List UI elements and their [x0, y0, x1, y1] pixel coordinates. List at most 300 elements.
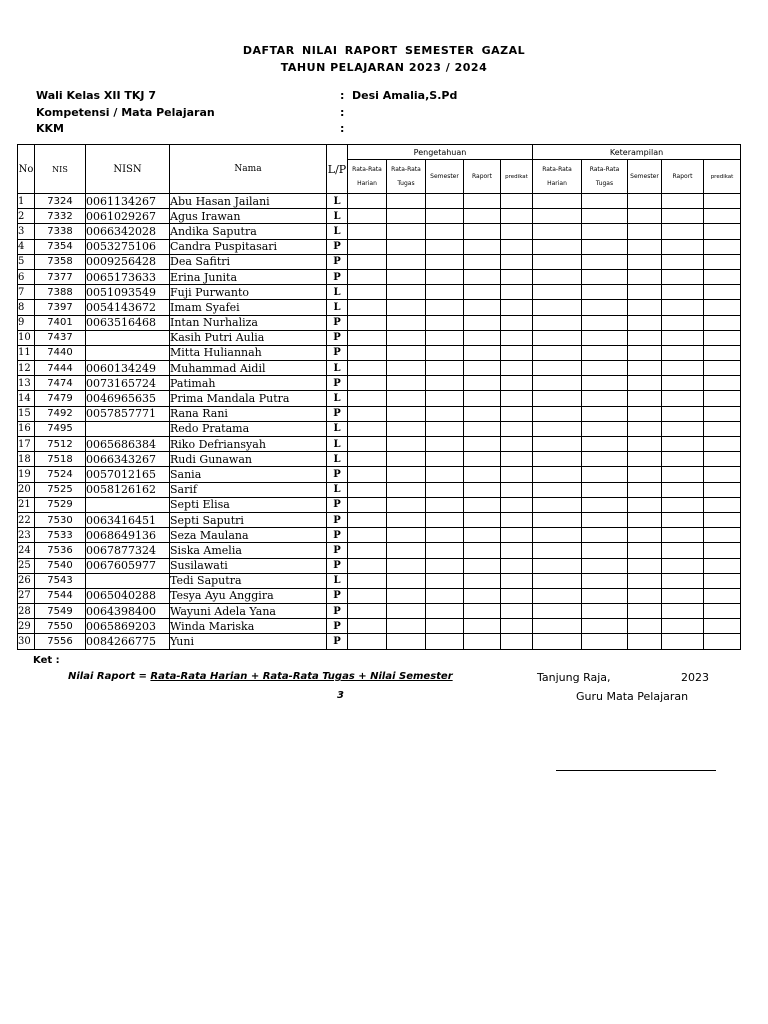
cell-score-empty — [582, 452, 628, 467]
cell-score-empty — [387, 467, 426, 482]
cell-score-empty — [501, 497, 533, 512]
cell-score-empty — [426, 467, 464, 482]
cell-score-empty — [387, 345, 426, 360]
cell-score-empty — [464, 634, 501, 649]
cell-lp: P — [327, 330, 348, 345]
cell-score-empty — [348, 224, 387, 239]
header-p-rata-tugas: Rata-Rata Tugas — [387, 160, 426, 194]
cell-score-empty — [464, 467, 501, 482]
header-pengetahuan: Pengetahuan — [348, 145, 533, 160]
cell-nama: Septi Elisa — [170, 497, 327, 512]
cell-score-empty — [533, 452, 582, 467]
cell-score-empty — [628, 634, 662, 649]
table-row — [18, 224, 741, 239]
table-row — [18, 437, 741, 452]
cell-nisn: 0073165724 — [86, 376, 170, 391]
cell-score-empty — [426, 315, 464, 330]
cell-score-empty — [582, 604, 628, 619]
cell-nama: Erina Junita — [170, 269, 327, 284]
cell-nama: Winda Mariska — [170, 619, 327, 634]
cell-score-empty — [628, 543, 662, 558]
cell-score-empty — [704, 421, 741, 436]
cell-score-empty — [628, 391, 662, 406]
cell-nama: Fuji Purwanto — [170, 285, 327, 300]
cell-nama: Candra Puspitasari — [170, 239, 327, 254]
cell-no: 1 — [18, 194, 35, 209]
kkm-colon: : — [340, 122, 345, 135]
cell-score-empty — [533, 269, 582, 284]
cell-score-empty — [348, 285, 387, 300]
cell-score-empty — [348, 588, 387, 603]
cell-score-empty — [348, 543, 387, 558]
cell-score-empty — [704, 497, 741, 512]
cell-nis: 7444 — [35, 361, 86, 376]
cell-score-empty — [628, 452, 662, 467]
cell-no: 9 — [18, 315, 35, 330]
cell-score-empty — [662, 528, 704, 543]
cell-score-empty — [501, 239, 533, 254]
cell-score-empty — [426, 634, 464, 649]
header-p-semester: Semester — [426, 160, 464, 194]
cell-nama: Intan Nurhaliza — [170, 315, 327, 330]
cell-score-empty — [582, 361, 628, 376]
cell-nama: Sarif — [170, 482, 327, 497]
table-row — [18, 194, 741, 209]
cell-score-empty — [582, 330, 628, 345]
cell-score-empty — [464, 619, 501, 634]
cell-score-empty — [704, 482, 741, 497]
cell-lp: P — [327, 269, 348, 284]
cell-score-empty — [533, 376, 582, 391]
cell-score-empty — [533, 497, 582, 512]
cell-nisn: 0065686384 — [86, 437, 170, 452]
cell-score-empty — [387, 330, 426, 345]
cell-nisn: 0067605977 — [86, 558, 170, 573]
cell-score-empty — [582, 315, 628, 330]
cell-score-empty — [501, 558, 533, 573]
cell-score-empty — [387, 634, 426, 649]
cell-score-empty — [628, 330, 662, 345]
cell-nama: Mitta Huliannah — [170, 345, 327, 360]
cell-score-empty — [533, 315, 582, 330]
cell-lp: P — [327, 497, 348, 512]
cell-nisn: 0064398400 — [86, 604, 170, 619]
cell-lp: L — [327, 300, 348, 315]
cell-score-empty — [426, 361, 464, 376]
cell-nis: 7543 — [35, 573, 86, 588]
cell-nisn: 0060134249 — [86, 361, 170, 376]
cell-score-empty — [628, 619, 662, 634]
table-row — [18, 588, 741, 603]
cell-score-empty — [426, 619, 464, 634]
cell-lp: L — [327, 573, 348, 588]
cell-no: 21 — [18, 497, 35, 512]
cell-score-empty — [582, 588, 628, 603]
cell-score-empty — [348, 330, 387, 345]
cell-nis: 7492 — [35, 406, 86, 421]
cell-score-empty — [628, 376, 662, 391]
cell-no: 19 — [18, 467, 35, 482]
cell-nis: 7533 — [35, 528, 86, 543]
cell-score-empty — [662, 224, 704, 239]
cell-score-empty — [582, 558, 628, 573]
cell-no: 8 — [18, 300, 35, 315]
cell-no: 2 — [18, 209, 35, 224]
header-k-predikat: predikat — [704, 160, 741, 194]
cell-score-empty — [464, 528, 501, 543]
cell-score-empty — [464, 345, 501, 360]
cell-score-empty — [501, 406, 533, 421]
cell-score-empty — [582, 224, 628, 239]
cell-score-empty — [426, 558, 464, 573]
cell-nisn: 0057012165 — [86, 467, 170, 482]
cell-no: 4 — [18, 239, 35, 254]
cell-lp: L — [327, 194, 348, 209]
cell-score-empty — [464, 452, 501, 467]
cell-lp: P — [327, 588, 348, 603]
cell-nisn: 0063516468 — [86, 315, 170, 330]
document-title: DAFTAR NILAI RAPORT SEMESTER GAZAL — [242, 44, 526, 57]
cell-score-empty — [348, 421, 387, 436]
cell-nisn — [86, 497, 170, 512]
cell-nis: 7377 — [35, 269, 86, 284]
cell-score-empty — [582, 209, 628, 224]
grade-table — [17, 144, 741, 650]
cell-score-empty — [704, 269, 741, 284]
cell-lp: L — [327, 482, 348, 497]
cell-nis: 7474 — [35, 376, 86, 391]
cell-no: 14 — [18, 391, 35, 406]
cell-score-empty — [533, 634, 582, 649]
cell-score-empty — [426, 528, 464, 543]
cell-score-empty — [387, 194, 426, 209]
cell-score-empty — [348, 315, 387, 330]
cell-score-empty — [662, 254, 704, 269]
cell-score-empty — [501, 194, 533, 209]
cell-score-empty — [533, 421, 582, 436]
cell-score-empty — [387, 285, 426, 300]
cell-score-empty — [426, 437, 464, 452]
cell-score-empty — [662, 209, 704, 224]
cell-score-empty — [464, 406, 501, 421]
cell-no: 29 — [18, 619, 35, 634]
cell-score-empty — [501, 254, 533, 269]
cell-nis: 7388 — [35, 285, 86, 300]
cell-score-empty — [628, 345, 662, 360]
cell-score-empty — [348, 467, 387, 482]
cell-score-empty — [464, 209, 501, 224]
cell-score-empty — [426, 330, 464, 345]
table-row — [18, 528, 741, 543]
cell-score-empty — [464, 421, 501, 436]
cell-nis: 7358 — [35, 254, 86, 269]
cell-score-empty — [464, 239, 501, 254]
cell-nama: Sania — [170, 467, 327, 482]
header-nisn: NISN — [86, 145, 170, 194]
cell-score-empty — [662, 604, 704, 619]
cell-score-empty — [464, 285, 501, 300]
cell-nama: Dea Safitri — [170, 254, 327, 269]
cell-score-empty — [533, 361, 582, 376]
kompetensi-colon: : — [340, 106, 345, 119]
cell-score-empty — [501, 588, 533, 603]
cell-score-empty — [501, 224, 533, 239]
table-row — [18, 467, 741, 482]
cell-nama: Prima Mandala Putra — [170, 391, 327, 406]
cell-lp: P — [327, 315, 348, 330]
cell-score-empty — [464, 482, 501, 497]
wali-kelas-value: Desi Amalia,S.Pd — [352, 89, 458, 102]
cell-score-empty — [501, 315, 533, 330]
cell-score-empty — [628, 573, 662, 588]
cell-score-empty — [464, 300, 501, 315]
cell-no: 15 — [18, 406, 35, 421]
cell-score-empty — [662, 482, 704, 497]
cell-score-empty — [582, 391, 628, 406]
cell-nama: Tesya Ayu Anggira — [170, 588, 327, 603]
cell-score-empty — [662, 467, 704, 482]
cell-nis: 7401 — [35, 315, 86, 330]
cell-score-empty — [501, 330, 533, 345]
cell-score-empty — [662, 543, 704, 558]
cell-score-empty — [387, 254, 426, 269]
cell-nis: 7354 — [35, 239, 86, 254]
cell-score-empty — [662, 376, 704, 391]
cell-score-empty — [348, 497, 387, 512]
cell-score-empty — [533, 467, 582, 482]
cell-score-empty — [662, 300, 704, 315]
signature-place: Tanjung Raja, — [537, 671, 611, 684]
cell-score-empty — [348, 194, 387, 209]
cell-score-empty — [464, 376, 501, 391]
cell-lp: P — [327, 619, 348, 634]
header-k-rata-tugas: Rata-Rata Tugas — [582, 160, 628, 194]
cell-score-empty — [464, 558, 501, 573]
cell-nama: Redo Pratama — [170, 421, 327, 436]
cell-score-empty — [582, 254, 628, 269]
cell-score-empty — [704, 467, 741, 482]
cell-score-empty — [582, 482, 628, 497]
cell-lp: P — [327, 239, 348, 254]
cell-no: 24 — [18, 543, 35, 558]
cell-score-empty — [704, 588, 741, 603]
cell-nisn: 0065040288 — [86, 588, 170, 603]
cell-score-empty — [628, 269, 662, 284]
cell-score-empty — [704, 543, 741, 558]
cell-score-empty — [533, 300, 582, 315]
table-row — [18, 512, 741, 527]
cell-score-empty — [348, 634, 387, 649]
header-k-raport: Raport — [662, 160, 704, 194]
cell-nisn: 0084266775 — [86, 634, 170, 649]
wali-kelas-colon: : — [340, 89, 345, 102]
cell-score-empty — [501, 269, 533, 284]
cell-no: 22 — [18, 512, 35, 527]
header-nama: Nama — [170, 145, 327, 194]
cell-nis: 7324 — [35, 194, 86, 209]
cell-score-empty — [426, 239, 464, 254]
cell-lp: L — [327, 391, 348, 406]
cell-score-empty — [387, 497, 426, 512]
table-row — [18, 345, 741, 360]
cell-lp: P — [327, 467, 348, 482]
cell-score-empty — [348, 482, 387, 497]
cell-nama: Imam Syafei — [170, 300, 327, 315]
cell-nama: Septi Saputri — [170, 512, 327, 527]
cell-lp: L — [327, 421, 348, 436]
cell-score-empty — [501, 543, 533, 558]
cell-score-empty — [501, 437, 533, 452]
cell-score-empty — [387, 224, 426, 239]
table-row — [18, 376, 741, 391]
cell-nama: Wayuni Adela Yana — [170, 604, 327, 619]
cell-score-empty — [348, 619, 387, 634]
cell-score-empty — [348, 437, 387, 452]
cell-score-empty — [533, 239, 582, 254]
cell-score-empty — [533, 224, 582, 239]
formula-equals: = — [135, 671, 151, 682]
cell-score-empty — [387, 406, 426, 421]
cell-score-empty — [582, 406, 628, 421]
cell-no: 18 — [18, 452, 35, 467]
cell-score-empty — [662, 452, 704, 467]
cell-nisn: 0046965635 — [86, 391, 170, 406]
cell-lp: L — [327, 209, 348, 224]
cell-score-empty — [628, 421, 662, 436]
cell-score-empty — [426, 452, 464, 467]
cell-score-empty — [387, 209, 426, 224]
cell-score-empty — [533, 209, 582, 224]
cell-nisn: 0051093549 — [86, 285, 170, 300]
cell-score-empty — [704, 512, 741, 527]
cell-nis: 7524 — [35, 467, 86, 482]
cell-nama: Andika Saputra — [170, 224, 327, 239]
cell-nisn: 0057857771 — [86, 406, 170, 421]
table-row — [18, 239, 741, 254]
cell-score-empty — [662, 512, 704, 527]
cell-score-empty — [582, 573, 628, 588]
table-row — [18, 634, 741, 649]
cell-nama: Yuni — [170, 634, 327, 649]
cell-score-empty — [464, 194, 501, 209]
table-row — [18, 558, 741, 573]
academic-year: TAHUN PELAJARAN 2023 / 2024 — [280, 61, 488, 74]
cell-score-empty — [348, 300, 387, 315]
cell-score-empty — [426, 588, 464, 603]
cell-nama: Siska Amelia — [170, 543, 327, 558]
cell-nama: Patimah — [170, 376, 327, 391]
cell-nis: 7440 — [35, 345, 86, 360]
header-p-raport: Raport — [464, 160, 501, 194]
cell-no: 20 — [18, 482, 35, 497]
cell-nis: 7479 — [35, 391, 86, 406]
table-row — [18, 543, 741, 558]
cell-nisn — [86, 330, 170, 345]
cell-score-empty — [426, 406, 464, 421]
cell-score-empty — [464, 361, 501, 376]
header-no: No — [18, 145, 35, 194]
cell-score-empty — [704, 315, 741, 330]
cell-score-empty — [662, 497, 704, 512]
cell-score-empty — [501, 619, 533, 634]
cell-score-empty — [628, 437, 662, 452]
cell-score-empty — [533, 528, 582, 543]
table-row — [18, 361, 741, 376]
cell-score-empty — [704, 285, 741, 300]
cell-score-empty — [501, 604, 533, 619]
header-lp: L/P — [327, 145, 348, 194]
cell-score-empty — [464, 254, 501, 269]
cell-score-empty — [387, 573, 426, 588]
cell-score-empty — [662, 239, 704, 254]
table-row — [18, 406, 741, 421]
cell-score-empty — [426, 421, 464, 436]
cell-lp: P — [327, 558, 348, 573]
cell-score-empty — [501, 512, 533, 527]
cell-no: 6 — [18, 269, 35, 284]
cell-nis: 7397 — [35, 300, 86, 315]
cell-score-empty — [501, 482, 533, 497]
cell-no: 11 — [18, 345, 35, 360]
cell-score-empty — [628, 467, 662, 482]
cell-score-empty — [582, 437, 628, 452]
cell-score-empty — [582, 421, 628, 436]
cell-score-empty — [348, 512, 387, 527]
cell-score-empty — [662, 619, 704, 634]
cell-score-empty — [533, 254, 582, 269]
cell-lp: P — [327, 376, 348, 391]
cell-score-empty — [533, 406, 582, 421]
cell-score-empty — [628, 224, 662, 239]
cell-score-empty — [704, 634, 741, 649]
cell-score-empty — [387, 376, 426, 391]
cell-lp: P — [327, 604, 348, 619]
cell-score-empty — [533, 285, 582, 300]
cell-score-empty — [628, 315, 662, 330]
header-keterampilan: Keterampilan — [533, 145, 741, 160]
cell-score-empty — [348, 254, 387, 269]
cell-score-empty — [704, 528, 741, 543]
table-row — [18, 604, 741, 619]
cell-nisn: 0061029267 — [86, 209, 170, 224]
cell-score-empty — [464, 437, 501, 452]
cell-no: 10 — [18, 330, 35, 345]
cell-score-empty — [704, 619, 741, 634]
cell-score-empty — [533, 573, 582, 588]
cell-score-empty — [662, 194, 704, 209]
cell-no: 12 — [18, 361, 35, 376]
keterangan-label: Ket : — [33, 655, 60, 666]
cell-score-empty — [533, 345, 582, 360]
cell-score-empty — [628, 194, 662, 209]
cell-lp: L — [327, 437, 348, 452]
cell-score-empty — [628, 558, 662, 573]
cell-lp: L — [327, 361, 348, 376]
wali-kelas-label: Wali Kelas XII TKJ 7 — [36, 89, 156, 102]
cell-score-empty — [426, 285, 464, 300]
cell-score-empty — [501, 285, 533, 300]
cell-score-empty — [464, 497, 501, 512]
cell-score-empty — [662, 634, 704, 649]
cell-score-empty — [387, 315, 426, 330]
formula-divisor: 3 — [337, 690, 344, 701]
cell-score-empty — [582, 543, 628, 558]
table-row — [18, 391, 741, 406]
cell-score-empty — [582, 634, 628, 649]
cell-score-empty — [387, 452, 426, 467]
cell-score-empty — [348, 376, 387, 391]
cell-score-empty — [464, 391, 501, 406]
